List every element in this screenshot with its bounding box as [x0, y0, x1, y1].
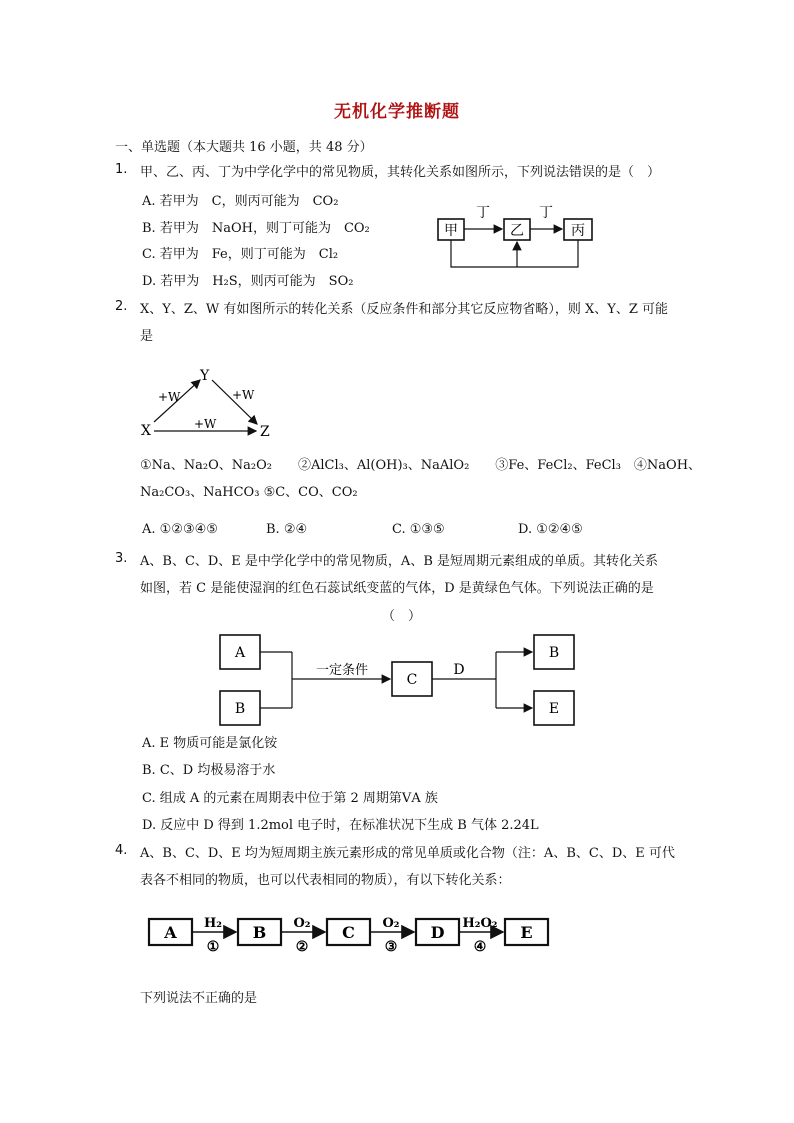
- q1-box-bing-label: 丙: [571, 223, 585, 239]
- q4-box-c: [327, 919, 370, 945]
- q2-stem-line2: 是: [140, 329, 154, 344]
- q3-box-b2-label: B: [548, 645, 560, 661]
- q1-diagram: [430, 203, 610, 275]
- q4-box-a: [149, 919, 192, 945]
- q4-step-4: ④: [473, 939, 487, 955]
- q4-tail: 下列说法不正确的是: [140, 991, 258, 1006]
- q2-option-c: C. ①③⑤: [392, 522, 445, 537]
- q2-label-w1: +W: [158, 390, 181, 404]
- q1-box-yi-label: 乙: [510, 223, 524, 239]
- q2-option-b: B. ②④: [266, 522, 308, 537]
- q2-label-x: X: [141, 423, 151, 439]
- q1-arrow-2-label: 丁: [539, 205, 553, 221]
- q3-box-b-label: B: [234, 701, 246, 717]
- q4-reagent-4: H₂O₂: [462, 916, 498, 931]
- q4-reagent-3: O₂: [382, 916, 400, 931]
- q3-option-d: D. 反应中 D 得到 1.2mol 电子时，在标准状况下生成 B 气体 2.24L: [142, 818, 539, 833]
- q1-option-b: B. 若甲为 NaOH，则丁可能为 CO₂: [142, 221, 370, 236]
- q4-stem-line2: 表各不相同的物质，也可以代表相同的物质），有以下转化关系：: [140, 873, 511, 888]
- q2-label-y: Y: [200, 368, 210, 384]
- q3-option-c: C. 组成 A 的元素在周期表中位于第 2 周期第ⅤA 族: [142, 791, 438, 806]
- page-title: 无机化学推断题: [334, 102, 460, 122]
- q3-stem-line2: 如图，若 C 是能使湿润的红色石蕊试纸变蓝的气体，D 是黄绿色气体。下列说法正确的是: [140, 581, 654, 596]
- q4-box-b: [238, 919, 281, 945]
- q4-box-e: [505, 919, 548, 945]
- q2-list-line2: Na₂CO₃、NaHCO₃ ⑤C、CO、CO₂: [140, 485, 358, 500]
- q3-condition-label: 一定条件: [315, 663, 369, 678]
- q4-stem-line1: A、B、C、D、E 均为短周期主族元素形成的常见单质或化合物（注：A、B、C、D、E 可代: [140, 846, 675, 861]
- q3-number: 3.: [115, 551, 128, 566]
- q1-box-jia-label: 甲: [444, 223, 458, 239]
- q2-label-z: Z: [260, 424, 270, 440]
- section-heading: 一、单选题（本大题共 16 小题，共 48 分）: [115, 140, 373, 155]
- q3-stem-line1: A、B、C、D、E 是中学化学中的常见物质，A、B 是短周期元素组成的单质。其转化关系: [140, 554, 659, 569]
- q3-box-c-label: C: [406, 672, 418, 688]
- q4-number: 4.: [115, 843, 128, 858]
- q3-box-e-label: E: [548, 701, 560, 717]
- q4-reagent-2: O₂: [293, 916, 311, 931]
- q3-diagram: [212, 628, 582, 734]
- q2-diagram: [138, 362, 278, 442]
- q4-box-d: [416, 919, 459, 945]
- q1-stem: 甲、乙、丙、丁为中学化学中的常见物质，其转化关系如图所示，下列说法错误的是（ ）: [140, 165, 661, 180]
- svg-text:D: D: [430, 923, 445, 942]
- svg-text:C: C: [342, 923, 355, 942]
- q2-stem-line1: X、Y、Z、W 有如图所示的转化关系（反应条件和部分其它反应物省略），则 X、Y、Z 可能: [140, 302, 668, 317]
- q3-answer-blank: （ ）: [382, 609, 422, 624]
- svg-text:E: E: [520, 923, 533, 942]
- q4-step-2: ②: [295, 939, 309, 955]
- svg-text:B: B: [252, 923, 267, 942]
- q1-option-a: A. 若甲为 C，则丙可能为 CO₂: [142, 194, 339, 209]
- q4-reagent-1: H₂: [204, 916, 222, 931]
- q1-option-c: C. 若甲为 Fe，则丁可能为 Cl₂: [142, 247, 339, 262]
- q2-list-line1: ①Na、Na₂O、Na₂O₂ ②AlCl₃、Al(OH)₃、NaAlO₂ ③Fe、FeCl₂、FeCl₃ ④NaOH、: [140, 458, 702, 473]
- q2-option-d: D. ①②④⑤: [518, 522, 583, 537]
- q1-arrow-1-label: 丁: [476, 205, 490, 221]
- q2-number: 2.: [115, 299, 128, 314]
- q1-loop-line: [451, 240, 578, 267]
- q3-d-label: D: [453, 662, 465, 678]
- svg-text:A: A: [164, 923, 177, 942]
- q4-step-3: ③: [384, 939, 398, 955]
- q1-number: 1.: [115, 162, 128, 177]
- q3-option-a: A. E 物质可能是氯化铵: [142, 736, 278, 751]
- q4-step-1: ①: [206, 939, 220, 955]
- q2-arrow-yz: [212, 380, 257, 424]
- q4-diagram: [144, 907, 556, 959]
- q3-option-b: B. C、D 均极易溶于水: [142, 763, 276, 778]
- q2-label-w2: +W: [232, 388, 255, 402]
- q2-label-w3: +W: [194, 417, 217, 431]
- q3-box-a-label: A: [234, 645, 246, 661]
- q2-option-a: A. ①②③④⑤: [142, 522, 218, 537]
- q1-option-d: D. 若甲为 H₂S，则丙可能为 SO₂: [142, 274, 354, 289]
